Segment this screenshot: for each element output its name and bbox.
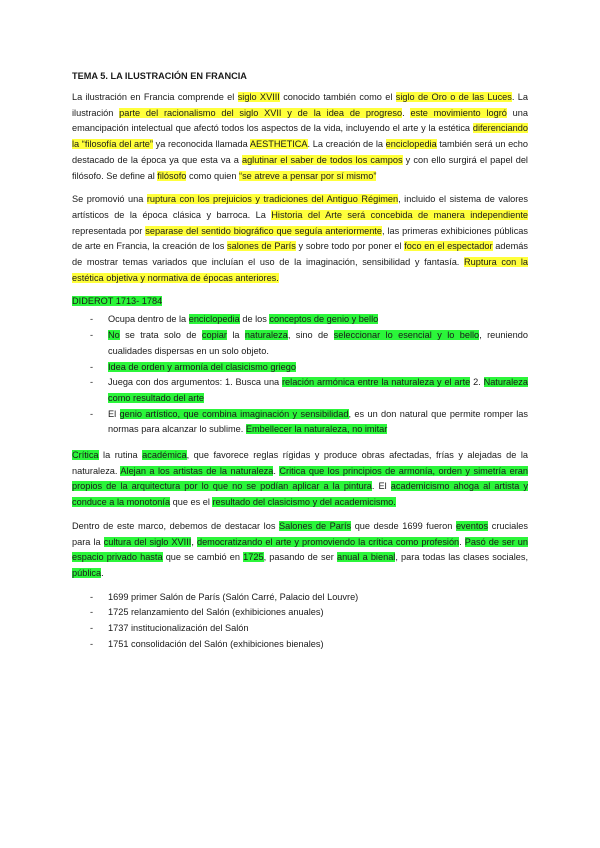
highlighted-text: Embellecer la naturaleza, no imitar [245,424,388,435]
highlighted-text: Ruptura con la estética objetiva y normativa de épocas anteriores. [72,257,528,283]
list-item [90,328,528,359]
highlighted-text: Pasó de ser un espacio privado hasta [72,536,528,563]
text-run: , sino de [287,330,334,341]
dash-bullet: - [90,638,94,649]
critica-paragraph [72,448,528,511]
text-run: , las primeras exhibiciones públicas de arte en Francia, la creación de los [72,225,529,252]
timeline-item [90,590,528,606]
text-run: además de mostrar temas variados que incluían el uso de la imaginación, sensibilidad y fantasía. [72,241,528,268]
document-page [72,70,528,653]
highlighted-text: Alejan a los artistas de la naturaleza [120,465,274,476]
dash-bullet: - [90,361,94,372]
text-run: . [273,465,280,476]
text-run: . [459,536,465,547]
highlighted-text: relación armónica entre la naturaleza y el arte [281,377,471,388]
list-item [90,312,528,328]
highlighted-text: enciclopedia [385,139,437,150]
text-run: y con ello surgirá el papel del filósofo. Se define al [72,154,528,181]
text-run: , reuniendo cualidades dispersas en un solo objeto. [108,330,528,356]
highlighted-text: No [108,330,120,341]
highlighted-text: Critica que los principios de armonía, orden y simetría eran propios de la arquitectura por lo que no se podían aplicar a la pintura [72,465,528,492]
text-run: que se cambió en [162,552,244,563]
highlighted-text: seleccionar lo esencial y lo bello [333,330,480,341]
dash-bullet: - [90,314,94,325]
text-run: la rutina [98,450,143,461]
highlighted-text: genio artístico, que combina imaginación y sensibilidad [119,408,349,419]
text-run: Juega con dos argumentos: 1. Busca una [108,377,282,388]
highlighted-text: naturaleza [244,330,288,341]
text-run: que es el [170,497,213,508]
timeline-text: 1725 relanzamiento del Salón (exhibiciones anuales) [108,607,324,618]
highlighted-text: enciclopedia [188,314,240,325]
highlighted-text: academicismo ahoga al artista y conduce a la monotonía [72,481,529,508]
text-run: Ocupa dentro de la [108,314,189,325]
highlighted-text: diferenciando la “filosofía del arte” [72,123,528,150]
text-run: ya reconocida llamada [152,139,250,150]
text-run: , que favorece reglas rígidas y produce obras afectadas, frías y alejadas de la naturaleza. [72,450,528,476]
highlighted-text: conceptos de genio y bello [269,314,379,325]
highlighted-text: Idea de orden y armonía del clasicismo griego [108,361,296,372]
highlighted-text: Salones de París [279,520,352,531]
text-run: , [191,536,197,547]
text-run: , es un don natural que permite romper las normas para alcanzar lo sublime. [108,408,529,435]
text-run: La ilustración en Francia comprende el [72,92,238,102]
list-item [90,375,528,406]
highlighted-text: “se atreve a pensar por sí mismo” [239,170,377,181]
timeline-item [90,605,528,621]
diderot-list [72,312,528,438]
highlighted-text: cultura del siglo XVIII [103,536,192,547]
text-run: El [108,408,120,419]
text-run: . El [371,481,391,492]
dash-bullet: - [90,591,94,602]
highlighted-text: AESTHETICA [249,139,308,150]
timeline-text: 1737 institucionalización del Salón [108,623,249,634]
text-run: y sobre todo por poner el [295,241,405,252]
ruptura-paragraph [72,192,528,286]
highlighted-text: académica [142,450,187,461]
text-run: se trata solo de [119,330,202,341]
highlighted-text: eventos [455,520,489,531]
highlighted-text: Naturaleza como resultado del arte [108,377,528,403]
timeline-text: 1699 primer Salón de París (Salón Carré, Palacio del Louvre) [108,591,359,602]
text-run: cruciales para la [72,520,528,547]
text-run: la [226,330,245,341]
text-run: Se promovió una [72,194,147,205]
text-run: , incluido el sistema de valores artísticos de la época clásica y barroca. La [72,194,528,220]
text-run: , pasando de ser [263,552,337,563]
text-run: de los [239,314,270,325]
highlighted-text: parte del racionalismo del siglo XVII y de la idea de progreso [119,107,403,118]
text-run: conocido también como el [279,92,396,102]
salones-paragraph [72,519,528,582]
dash-bullet: - [90,623,94,634]
highlighted-text: siglo XVIII [237,92,280,102]
list-item [90,407,528,438]
timeline-item [90,621,528,637]
highlighted-text: este movimiento logró [410,107,507,118]
highlighted-text: salones de París [227,241,296,252]
text-run: . La creación de la [307,139,386,150]
highlighted-text: democratizando el arte y promoviendo la crítica como profesión [196,536,460,547]
text-run: 2. [470,377,484,388]
text-run: . [101,567,104,578]
text-run: . La ilustración [72,92,529,118]
highlighted-text: filósofo [157,170,187,181]
highlighted-text: aglutinar el saber de todos los campos [241,154,403,165]
timeline-list [72,590,528,653]
highlighted-text: pública [72,567,102,578]
highlighted-text: Crítica [72,450,99,461]
timeline-item [90,637,528,653]
highlighted-text: copiar [201,330,227,341]
highlighted-text: foco en el espectador [404,241,493,252]
text-run: , para todas las clases sociales, [395,552,529,563]
highlighted-text: siglo de Oro o de las Luces [395,92,512,102]
list-item [90,360,528,376]
text-run: representada por [72,225,146,236]
diderot-heading [72,294,528,308]
dash-bullet: - [90,408,94,419]
diderot-heading-text: DIDEROT 1713- 1784 [72,296,163,307]
document-title: TEMA 5. LA ILUSTRACIÓN EN FRANCIA [72,71,247,81]
intro-paragraph [72,90,528,184]
text-run: . [402,107,411,118]
text-run: una emancipación intelectual que afectó todos los aspectos de la vida, incluyendo el arte y la estética [72,107,529,134]
timeline-text: 1751 consolidación del Salón (exhibiciones bienales) [108,638,324,649]
text-run: Dentro de este marco, debemos de destacar los [72,520,280,531]
highlighted-text: anual a bienal [336,552,396,563]
dash-bullet: - [90,607,94,618]
dash-bullet: - [90,330,94,341]
text-run: también será un echo destacado de la época ya que esta va a [72,139,528,165]
highlighted-text: separase del sentido biográfico que seguía anteriormente [145,225,382,236]
dash-bullet: - [90,377,94,388]
highlighted-text: ruptura con los prejuicios y tradiciones del Antiguo Régimen [146,194,399,205]
highlighted-text: 1725 [243,552,264,563]
text-run: como quien [186,170,240,181]
highlighted-text: Historia del Arte será concebida de manera independiente [271,209,528,220]
text-run: que desde 1699 fueron [351,520,456,531]
highlighted-text: resultado del clasicismo y del academicismo. [212,497,396,508]
